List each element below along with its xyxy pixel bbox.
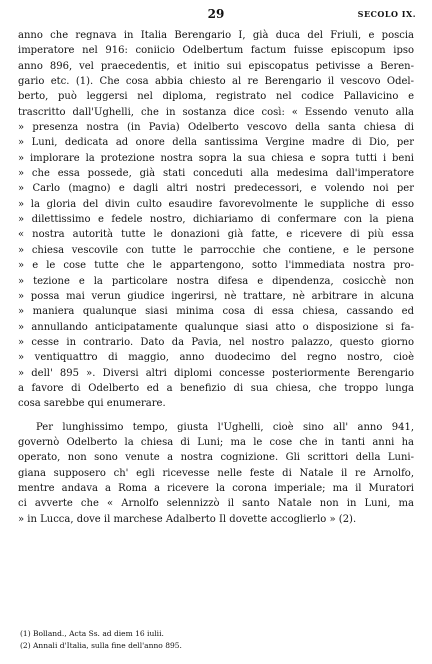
text-line: » cesse in contrario. Dato da Pavia, nel nostro palazzo, questo giorno — [18, 336, 414, 348]
text-line: berto, può leggersi nel diploma, registrato nel codice Pallavicino e — [18, 91, 414, 103]
text-line: anno che regnava in Italia Berengario I, già duca del Friuli, e poscia — [18, 30, 414, 41]
text-line: » Luni, dedicata ad onore della santissima Vergine madre di Dio, per — [18, 137, 414, 149]
text-line: « nostra autorità tutte le donazioni già fatte, e ricevere di più essa — [18, 229, 414, 241]
page-number: 29 — [207, 7, 225, 21]
text-line: » in Lucca, dove il marchese Adalberto Il dovette accoglierlo » (2). — [18, 513, 357, 525]
text-line: cosa sarebbe qui enumerare. — [18, 398, 166, 410]
text-line: » e le cose tutte che le appartengono, sotto l'immediata nostra pro- — [18, 260, 414, 272]
body-text — [18, 28, 414, 527]
text-line: governò Odelberto la chiesa di Luni; ma le cose che in tanti anni ha — [18, 436, 414, 448]
paragraph-2 — [18, 420, 414, 527]
text-line: anno 896, vel praecedentis, et initio sui episcopatus petivisse a Beren- — [18, 60, 414, 72]
footnote-2: (2) Annali d'Italia, sulla fine dell'anno 895. — [20, 641, 182, 650]
running-head: SECOLO IX. — [357, 9, 416, 19]
text-line: mentre andava a Roma a ricevere la corona imperiale; ma il Muratori — [18, 482, 414, 494]
text-line: gario etc. (1). Che cosa abbia chiesto al re Berengario il vescovo Odel- — [18, 76, 414, 88]
text-line: » implorare la protezione nostra sopra la sua chiesa e sopra tutti i beni — [18, 152, 414, 164]
text-line: » la gloria del divin culto esaudire favorevolmente le suppliche di esso — [18, 198, 414, 210]
text-line: » possa mai verun giudice ingerirsi, nè trattare, nè arbitrare in alcuna — [18, 290, 414, 302]
text-line: imperatore nel 916: coniicio Odelbertum factum fuisse episcopum ipso — [18, 45, 414, 57]
footnote-1: (1) Bolland., Acta Ss. ad diem 16 iulii. — [20, 629, 164, 638]
footnotes — [20, 628, 414, 652]
text-line: ci avverte che « Arnolfo selennizzò il santo Natale non in Luni, ma — [18, 498, 414, 510]
text-line: » Carlo (magno) e dagli altri nostri predecessori, e volendo noi per — [18, 183, 414, 195]
text-line: » chiesa vescovile con tutte le parrocchie che contiene, e le persone — [18, 244, 414, 256]
text-line: » dell' 895 ». Diversi altri diplomi concesse posteriormente Berengario — [18, 367, 414, 379]
text-line: » ventiquattro di maggio, anno duodecimo del regno nostro, cioè — [18, 352, 414, 364]
text-line: » dilettissimo e fedele nostro, dichiariamo di confermare con la piena — [18, 214, 414, 226]
paragraph-1 — [18, 28, 414, 412]
text-line: giana supposero ch' egli ricevesse nelle feste di Natale il re Arnolfo, — [18, 467, 414, 479]
text-line: Per lunghissimo tempo, giusta l'Ughelli, cioè sino all' anno 941, — [36, 421, 414, 433]
text-line: trascritto dall'Ughelli, che in sostanza dice così: « Essendo venuto alla — [18, 106, 414, 118]
text-line: » presenza nostra (in Pavia) Odelberto vescovo della santa chiesa di — [18, 122, 414, 134]
text-line: operato, non sono venute a nostra cognizione. Gli scrittori della Luni- — [18, 452, 414, 464]
page-header — [0, 7, 432, 23]
text-line: » che essa possede, già stati conceduti alla medesima dall'imperatore — [18, 168, 414, 180]
text-line: » tezione e la particolare nostra difesa e dipendenza, cosicchè non — [18, 275, 414, 287]
text-line: » maniera qualunque siasi minima cosa di essa chiesa, cassando ed — [18, 306, 414, 318]
text-line: a favore di Odelberto ed a benefizio di sua chiesa, che troppo lunga — [18, 382, 414, 394]
text-line: » annullando anticipatamente qualunque siasi atto o disposizione si fa- — [18, 321, 414, 333]
